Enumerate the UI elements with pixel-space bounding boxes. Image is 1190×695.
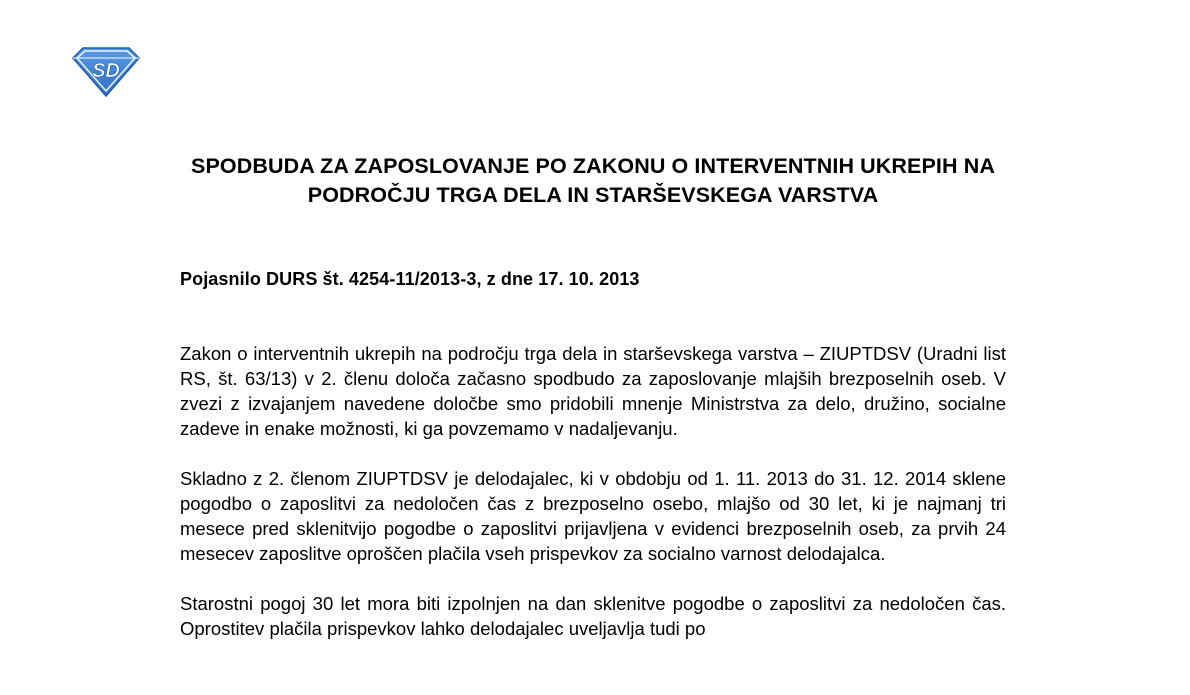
paragraph: Skladno z 2. členom ZIUPTDSV je delodajalec, ki v obdobju od 1. 11. 2013 do 31. 12. 2014 sklene pogodbo o zaposlitvi za nedoločen čas z brezposelno osebo, mlajšo od 30 let, ki je najmanj tri mesece pred sklenitvijo pogodbe o zaposlitvi prijavljena v evidenci brezposelnih oseb, za prvih 24 mesecev zaposlitve oproščen plačila vseh prispevkov za socialno varnost delodajalca. — [180, 468, 1006, 564]
sd-shield-logo — [71, 46, 141, 98]
document-body — [180, 341, 1006, 666]
logo-text: SD — [92, 60, 120, 82]
paragraph: Zakon o interventnih ukrepih na področju trga dela in starševskega varstva – ZIUPTDSV (Uradni list RS, št. 63/13) v 2. členu določa začasno spodbudo za zaposlovanje mlajših brezposelnih oseb. V zvezi z izvajanjem navedene določbe smo pridobili mnenje Ministrstva za delo, družino, socialne zadeve in enake možnosti, ki ga povzemamo v nadaljevanju. — [180, 343, 1006, 439]
paragraph: Starostni pogoj 30 let mora biti izpolnjen na dan sklenitve pogodbe o zaposlitvi za nedoločen čas. Oprostitev plačila prispevkov lahko delodajalec uveljavlja tudi po — [180, 593, 1006, 639]
document-title: SPODBUDA ZA ZAPOSLOVANJE PO ZAKONU O INTERVENTNIH UKREPIH NA PODROČJU TRGA DELA IN STARŠEVSKEGA VARSTVA — [191, 154, 995, 207]
document-subtitle: Pojasnilo DURS št. 4254-11/2013-3, z dne 17. 10. 2013 — [180, 269, 640, 289]
